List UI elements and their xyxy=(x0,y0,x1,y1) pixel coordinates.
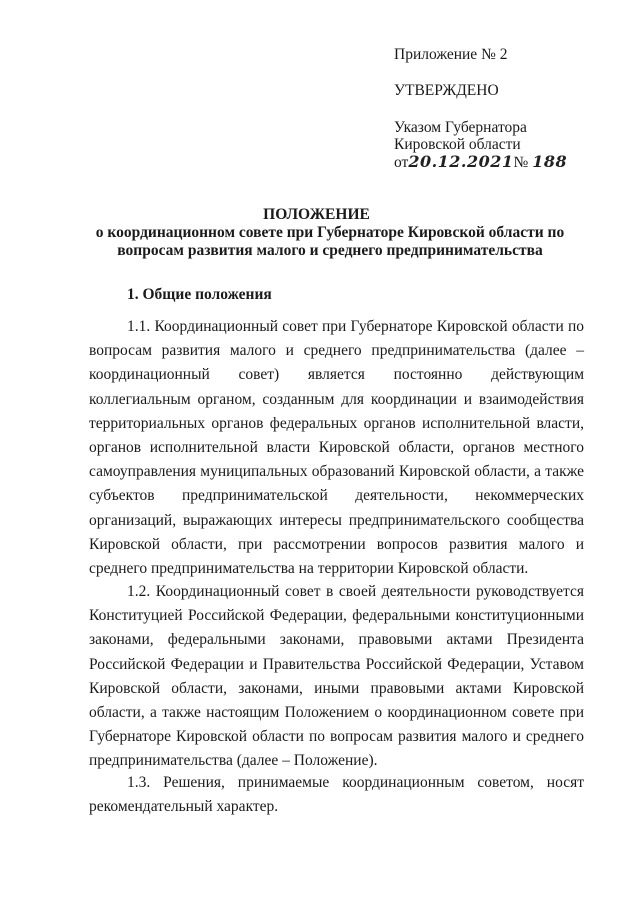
number-prefix: № xyxy=(513,154,529,171)
decree-region-line: Кировской области xyxy=(394,136,521,153)
section-heading: 1. Общие положения xyxy=(127,286,272,303)
handwritten-number: 188 xyxy=(532,152,568,171)
handwritten-date: 20.12.2021 xyxy=(408,152,514,171)
decree-date-line xyxy=(394,152,567,172)
paragraph xyxy=(89,315,584,581)
date-prefix: от xyxy=(394,154,409,171)
paragraph-text: 1.2. Координационный совет в своей деятельности руководствуется Конституцией Российской Федерации, федеральными конституционными законами, федеральными законами, правовыми актами Президента Российской Федерации и Правительства Российской Федерации, Уставом Кировской области, законами, иными правовыми актами Кировской области, а также настоящим Положением о координационном совете при Губернаторе Кировской области по вопросам развития малого и среднего предпринимательства (далее – Положение). xyxy=(89,583,584,770)
paragraph-text: 1.3. Решения, принимаемые координационным советом, носят рекомендательный характер. xyxy=(89,774,584,816)
decree-line: Указом Губернатора xyxy=(394,119,527,136)
paragraph-text: 1.1. Координационный совет при Губернаторе Кировской области по вопросам развития малого и среднего предпринимательства (далее – координационный совет) является постоянно действующим коллегиальным органом, созданным для координации и взаимодействия территориальных органов федеральных органов исполнительной власти, органов исполнительной власти Кировской области, органов местного самоуправления муниципальных образований Кировской области, а также субъектов предпринимательской деятельности, некоммерческих организаций, выражающих интересы предпринимательского сообщества Кировской области, при рассмотрении вопросов развития малого и среднего предпринимательства на территории Кировской области. xyxy=(89,318,584,578)
paragraph xyxy=(89,580,584,774)
appendix-number: Приложение № 2 xyxy=(394,46,508,63)
paragraph xyxy=(89,771,584,819)
document-title: ПОЛОЖЕНИЕ xyxy=(263,206,370,223)
document-subtitle: о координационном совете при Губернаторе Кировской области по вопросам развития малого и среднего предпринимательства xyxy=(95,224,565,259)
approval-stamp-text: УТВЕРЖДЕНО xyxy=(394,82,499,99)
